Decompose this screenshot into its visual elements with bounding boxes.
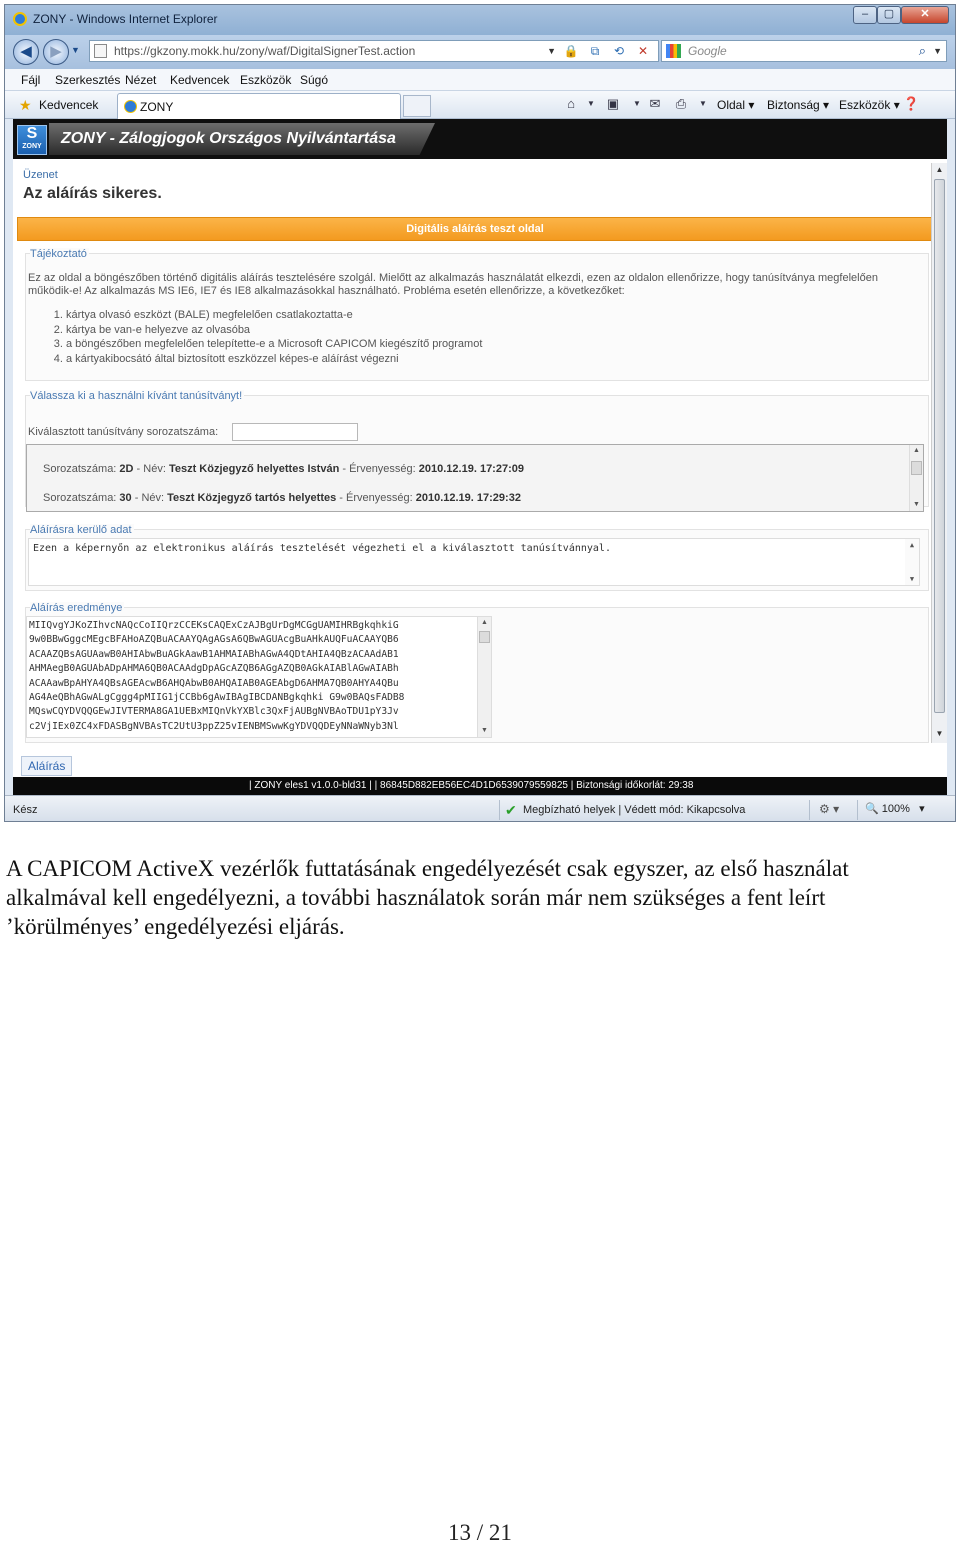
stop-icon[interactable]: ✕ [637, 44, 649, 58]
maximize-button[interactable]: ▢ [877, 6, 901, 24]
tab-zony[interactable] [117, 93, 401, 119]
forward-button[interactable]: ▶ [43, 39, 69, 65]
scroll-down-icon[interactable]: ▼ [909, 575, 915, 583]
selected-serial-input[interactable] [232, 423, 358, 441]
result-line: 9w0BBwGggcMEgcBFAHoAZQBuACAAYQAgAGsA6QBwAGUAcgBuAHkAUQFuACAAYQB6 [29, 634, 399, 646]
title-bar [5, 5, 955, 35]
result-line: MQswCQYDVQQGEwJIVTERMA8GA1UEBxMIQnVkYXBlc3QxFjAUBgNVBAoTDU1pY3Jv [29, 706, 399, 718]
certificate-legend: Válassza ki a használni kívánt tanúsítványt! [30, 390, 243, 402]
message-text: Az aláírás sikeres. [23, 185, 162, 202]
site-title: ZONY - Zálogjogok Országos Nyilvántartása [61, 130, 396, 147]
certificate-list-scrollbar[interactable] [909, 445, 923, 511]
zoom-control[interactable]: 🔍 100% ▾ [865, 803, 925, 815]
name-value: Teszt Közjegyző helyettes István [168, 463, 340, 475]
result-textarea[interactable] [26, 616, 492, 738]
scroll-up-icon[interactable]: ▲ [913, 447, 920, 454]
refresh-icon[interactable]: ⟲ [613, 44, 625, 58]
info-checklist [26, 308, 482, 366]
scroll-up-icon[interactable]: ▲ [481, 619, 488, 626]
scroll-thumb[interactable] [934, 179, 945, 713]
search-placeholder: Google [688, 44, 727, 58]
name-label: - Név: [133, 463, 169, 475]
page-icon [94, 44, 107, 58]
status-separator [499, 800, 500, 820]
back-button[interactable]: ◀ [13, 39, 39, 65]
list-item: 3. a böngészőben megfelelően telepítette-e a Microsoft CAPICOM kiegészítő programot [66, 337, 482, 352]
menu-tools[interactable]: Eszközök [240, 73, 292, 87]
home-dropdown-icon[interactable]: ▼ [587, 99, 595, 108]
print-dropdown-icon[interactable]: ▼ [699, 99, 707, 108]
ie-logo-icon [13, 12, 27, 26]
certificate-row[interactable] [43, 463, 524, 475]
scroll-up-icon[interactable]: ▲ [935, 165, 944, 174]
menu-help[interactable]: Súgó [300, 73, 329, 87]
scroll-down-icon[interactable]: ▼ [913, 501, 920, 508]
result-line: MIIQvgYJKoZIhvcNAQcCoIIQrzCCEKsCAQExCzAJBgUrDgMCGgUAMIHRBgkqhkiG [29, 620, 399, 631]
scroll-thumb[interactable] [479, 631, 490, 643]
menu-edit[interactable]: Szerkesztés [55, 73, 121, 87]
status-text: Kész [13, 804, 38, 816]
validity-value: 2010.12.19. 17:27:09 [418, 463, 524, 475]
favorites-button[interactable]: Kedvencek [39, 98, 99, 112]
serial-label: Sorozatszáma: [43, 463, 120, 475]
certificate-list[interactable] [26, 444, 924, 512]
info-description: Ez az oldal a böngészőben történő digitális aláírás tesztelésére szolgál. Mielőtt az alkalmazás használatát elkezdi, ezen az oldalon ellenőrizze, hogy tanúsítványa megfelelően működik-e! Az alkalmazás MS IE6, IE7 és IE8 alkalmazásokkal használható. Probléma esetén ellenőrizze, a következőket: [28, 272, 878, 297]
address-text: https://gkzony.mokk.hu/zony/waf/DigitalSignerTest.action [114, 44, 416, 58]
menu-favorites[interactable]: Kedvencek [170, 73, 230, 87]
print-icon[interactable]: ⎙ [675, 96, 687, 111]
feeds-dropdown-icon[interactable]: ▼ [633, 99, 641, 108]
result-line: AHMAegB0AGUAbADpAHMA6QB0ACAAdgDpAGcAZQB6AGgAZQB0AGkAIABlAGwAIABh [29, 663, 399, 675]
result-line: AG4AeQBhAGwALgCggg4pMIIG1jCCBb6gAwIBAgIBCDANBgkqhki G9w0BAQsFADB8 [29, 692, 405, 704]
scroll-thumb[interactable] [911, 461, 922, 475]
selected-serial-label: Kiválasztott tanúsítvány sorozatszáma: [28, 426, 219, 438]
safety-menu-label: Biztonság [767, 98, 820, 112]
menu-view[interactable]: Nézet [125, 73, 157, 87]
site-header [13, 119, 947, 159]
logo-letter: S [26, 125, 38, 142]
page-menu[interactable]: Oldal ▾ [717, 98, 755, 112]
address-bar[interactable] [89, 40, 659, 62]
tab-label: ZONY [140, 100, 174, 114]
lock-icon[interactable]: 🔒 [563, 44, 579, 58]
sign-data-scrollbar[interactable] [905, 539, 919, 585]
address-row [5, 35, 955, 69]
check-icon: ✔ [505, 802, 517, 818]
serial-value: 2D [119, 463, 134, 475]
security-zone[interactable]: Megbízható helyek | Védett mód: Kikapcsolva [523, 804, 746, 816]
scroll-down-icon[interactable]: ▼ [481, 727, 488, 734]
sign-data-legend: Aláírásra kerülő adat [30, 524, 132, 536]
page-number: 13 / 21 [448, 1520, 512, 1545]
certificate-row[interactable] [43, 492, 521, 504]
name-label: - Név: [131, 492, 168, 504]
info-panel [25, 248, 929, 381]
result-line: ACAAawBpAHYA4QBsAGEAcwB6AHQAbwB0AHQAIAB0AGEAbgD6AHMA7QB0AHYA4QBu [29, 677, 399, 689]
page-menu-label: Oldal [717, 98, 746, 112]
address-dropdown-icon[interactable]: ▼ [547, 46, 556, 56]
logo-sub: ZONY [22, 143, 42, 150]
result-legend: Aláírás eredménye [30, 602, 123, 614]
zoom-level: 100% [881, 803, 910, 815]
close-button[interactable]: ✕ [901, 6, 949, 24]
site-footer [13, 777, 947, 795]
window-title: ZONY - Windows Internet Explorer [33, 12, 218, 26]
history-dropdown-icon[interactable]: ▼ [71, 45, 80, 55]
browser-window [4, 4, 956, 822]
status-separator [857, 800, 858, 820]
favorites-star-icon[interactable]: ★ [19, 97, 32, 113]
search-icon[interactable]: ⌕ [918, 43, 926, 58]
tools-menu-label: Eszközök [839, 98, 891, 112]
status-bar [5, 795, 955, 822]
serial-value: 30 [119, 492, 132, 504]
sign-data-panel [25, 524, 929, 591]
result-scrollbar[interactable] [477, 617, 491, 737]
validity-value: 2010.12.19. 17:29:32 [415, 492, 521, 504]
document-caption: A CAPICOM ActiveX vezérlők futtatásának engedélyezését csak egyszer, az első használat alkalmával kell engedélyezni, a további használatok során már nem szükséges a fent leírt ’körülményes’ engedélyezési eljárás. [6, 856, 849, 939]
result-line: c2VjIEx0ZC4xFDASBgNVBAsTC2UtU3ppZ25vIENBMSwwKgYDVQQDEyNNaWNyb3Nl [29, 720, 399, 732]
result-panel [25, 602, 929, 743]
menu-file[interactable]: Fájl [21, 73, 41, 87]
sign-button[interactable]: Aláírás [21, 756, 72, 776]
zony-logo-icon [17, 125, 47, 155]
help-icon[interactable]: ❓ [903, 96, 920, 111]
result-line: ACAAZQBsAGUAawB0AHIAbwBuAGkAawB1AHMAIABhAGwA4QDtAHIA4QBzACAAdAB1 [29, 648, 399, 660]
section-bar [17, 217, 933, 241]
safety-menu[interactable]: Biztonság ▾ [767, 98, 830, 112]
sign-data-text: Ezen a képernyőn az elektronikus aláírás tesztelését végezheti el a kiválasztott tanúsítvánnyal. [33, 543, 611, 554]
minimize-button[interactable]: – [853, 6, 877, 24]
status-separator [809, 800, 810, 820]
list-item: 2. kártya be van-e helyezve az olvasóba [66, 323, 482, 338]
google-icon [666, 44, 681, 58]
tools-menu[interactable]: Eszközök ▾ [839, 98, 900, 112]
validity-label: - Érvenyesség: [336, 492, 416, 504]
name-value: Teszt Közjegyző tartós helyettes [167, 492, 337, 504]
search-dropdown-icon[interactable]: ▼ [933, 46, 942, 56]
mail-icon[interactable]: ✉ [649, 96, 661, 111]
scroll-down-icon[interactable]: ▼ [935, 729, 944, 738]
feeds-icon[interactable]: ▣ [606, 96, 620, 111]
footer-text: | ZONY eles1 v1.0.0-bld31 | | 86845D882EB56EC4D1D6539079559825 | Biztonsági időkorlát: 29:38 [249, 780, 694, 791]
validity-label: - Érvenyesség: [339, 463, 419, 475]
scroll-up-icon[interactable]: ▲ [909, 541, 915, 549]
protected-mode-icon[interactable]: ⚙ ▾ [819, 802, 840, 816]
certificate-panel [25, 390, 929, 508]
serial-label: Sorozatszáma: [43, 492, 120, 504]
menu-bar [5, 69, 955, 91]
page-scrollbar[interactable] [931, 163, 947, 743]
info-legend: Tájékoztató [30, 248, 87, 260]
section-bar-title: Digitális aláírás teszt oldal [406, 223, 544, 235]
sign-data-textarea[interactable] [28, 538, 920, 586]
page-viewport [13, 119, 947, 795]
home-icon[interactable]: ⌂ [567, 96, 575, 111]
list-item: 1. kártya olvasó eszközt (BALE) megfelelően csatlakoztatta-e [66, 308, 482, 323]
favorites-row [5, 91, 955, 119]
search-bar[interactable] [661, 40, 947, 62]
new-tab-button[interactable] [403, 95, 431, 117]
result-text [27, 617, 491, 736]
compatibility-icon[interactable]: ⧉ [590, 44, 600, 58]
list-item: 4. a kártyakibocsátó által biztosított eszközzel képes-e aláírást végezni [66, 352, 482, 367]
message-label: Üzenet [23, 169, 58, 181]
tab-ie-icon [124, 100, 137, 113]
